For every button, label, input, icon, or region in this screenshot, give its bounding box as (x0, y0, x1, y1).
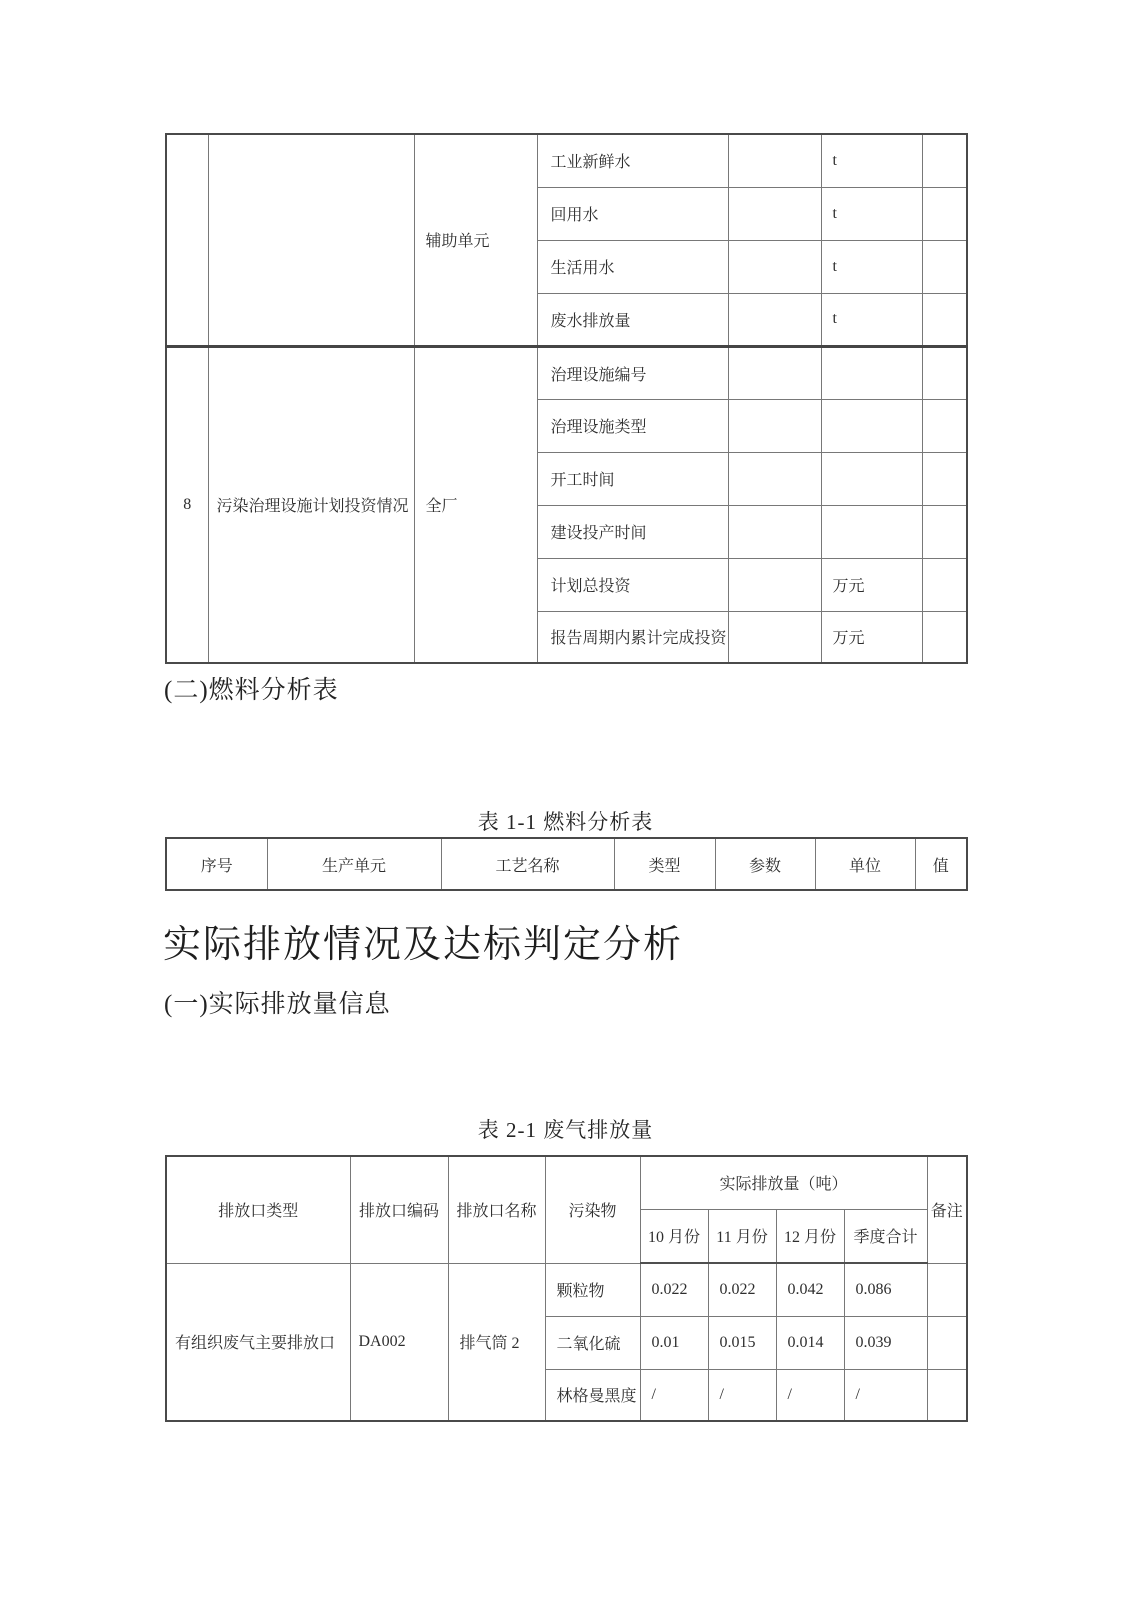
value-cell-total: 0.039 (844, 1316, 927, 1369)
column-header-outlet-name: 排放口名称 (448, 1156, 545, 1263)
unit-of-measure-cell: 万元 (821, 611, 922, 663)
value-cell-dec: 0.014 (776, 1316, 844, 1369)
note-cell (922, 558, 967, 611)
value-cell (728, 505, 821, 558)
unit-of-measure-cell (821, 346, 922, 399)
note-cell (922, 611, 967, 663)
note-cell (922, 293, 967, 346)
top-table (165, 133, 968, 664)
note-cell (922, 134, 967, 187)
empty-cell (166, 134, 208, 346)
value-cell (728, 558, 821, 611)
table-row (166, 346, 967, 399)
column-header: 生产单元 (267, 838, 441, 890)
table-header-row (166, 1156, 967, 1209)
empty-cell (208, 134, 414, 346)
pollutant-cell: 颗粒物 (545, 1263, 640, 1316)
gas-emission-table (165, 1155, 968, 1422)
unit-of-measure-cell (821, 399, 922, 452)
param-cell: 建设投产时间 (537, 505, 728, 558)
column-header-month: 11 月份 (708, 1209, 776, 1263)
column-header-month: 10 月份 (640, 1209, 708, 1263)
column-header-note: 备注 (927, 1156, 967, 1263)
column-header-outlet-code: 排放口编码 (350, 1156, 448, 1263)
param-cell: 治理设施类型 (537, 399, 728, 452)
note-cell (922, 452, 967, 505)
column-header-pollutant: 污染物 (545, 1156, 640, 1263)
param-cell: 工业新鲜水 (537, 134, 728, 187)
column-header: 类型 (614, 838, 715, 890)
value-cell-oct: 0.022 (640, 1263, 708, 1316)
value-cell (728, 187, 821, 240)
section-heading-fuel: (二)燃料分析表 (164, 677, 339, 704)
fuel-analysis-table (165, 837, 968, 891)
value-cell (728, 399, 821, 452)
column-header: 工艺名称 (441, 838, 614, 890)
column-header: 单位 (815, 838, 915, 890)
outlet-name-cell: 排气筒 2 (448, 1263, 545, 1421)
note-cell (922, 187, 967, 240)
chapter-title: 实际排放情况及达标判定分析 (163, 924, 684, 966)
pollutant-cell: 二氧化硫 (545, 1316, 640, 1369)
note-cell (927, 1369, 967, 1421)
unit-of-measure-cell: t (821, 293, 922, 346)
note-cell (922, 399, 967, 452)
value-cell-dec: 0.042 (776, 1263, 844, 1316)
table-row (166, 134, 967, 187)
value-cell-oct: / (640, 1369, 708, 1421)
note-cell (922, 505, 967, 558)
column-header-outlet-type: 排放口类型 (166, 1156, 350, 1263)
value-cell (728, 293, 821, 346)
param-cell: 回用水 (537, 187, 728, 240)
value-cell-total: 0.086 (844, 1263, 927, 1316)
unit-of-measure-cell (821, 505, 922, 558)
column-header-month: 12 月份 (776, 1209, 844, 1263)
column-header-quarter-total: 季度合计 (844, 1209, 927, 1263)
value-cell-oct: 0.01 (640, 1316, 708, 1369)
param-cell: 治理设施编号 (537, 346, 728, 399)
column-header: 序号 (166, 838, 267, 890)
value-cell (728, 452, 821, 505)
table-header-row (166, 838, 967, 890)
param-cell: 报告周期内累计完成投资 (537, 611, 728, 663)
column-header-amount-group: 实际排放量（吨） (640, 1156, 927, 1209)
value-cell (728, 611, 821, 663)
value-cell-total: / (844, 1369, 927, 1421)
note-cell (922, 346, 967, 399)
note-cell (922, 240, 967, 293)
unit-cell: 全厂 (414, 346, 537, 663)
value-cell (728, 346, 821, 399)
column-header: 参数 (715, 838, 815, 890)
param-cell: 开工时间 (537, 452, 728, 505)
param-cell: 生活用水 (537, 240, 728, 293)
value-cell (728, 240, 821, 293)
item-cell: 污染治理设施计划投资情况 (208, 346, 414, 663)
value-cell (728, 134, 821, 187)
unit-of-measure-cell: t (821, 240, 922, 293)
outlet-code-cell: DA002 (350, 1263, 448, 1421)
table-row (166, 1263, 967, 1316)
value-cell-nov: 0.015 (708, 1316, 776, 1369)
unit-of-measure-cell: t (821, 134, 922, 187)
section-heading-actual-emission: (一)实际排放量信息 (164, 991, 391, 1018)
param-cell: 计划总投资 (537, 558, 728, 611)
unit-cell: 辅助单元 (414, 134, 537, 346)
row-index-cell: 8 (166, 346, 208, 663)
table-caption-fuel: 表 1-1 燃料分析表 (477, 810, 654, 834)
table-caption-emission: 表 2-1 废气排放量 (477, 1118, 654, 1142)
note-cell (927, 1263, 967, 1316)
note-cell (927, 1316, 967, 1369)
param-cell: 废水排放量 (537, 293, 728, 346)
value-cell-dec: / (776, 1369, 844, 1421)
outlet-type-cell: 有组织废气主要排放口 (166, 1263, 350, 1421)
pollutant-cell: 林格曼黑度 (545, 1369, 640, 1421)
value-cell-nov: 0.022 (708, 1263, 776, 1316)
column-header: 值 (915, 838, 967, 890)
unit-of-measure-cell (821, 452, 922, 505)
unit-of-measure-cell: 万元 (821, 558, 922, 611)
value-cell-nov: / (708, 1369, 776, 1421)
unit-of-measure-cell: t (821, 187, 922, 240)
